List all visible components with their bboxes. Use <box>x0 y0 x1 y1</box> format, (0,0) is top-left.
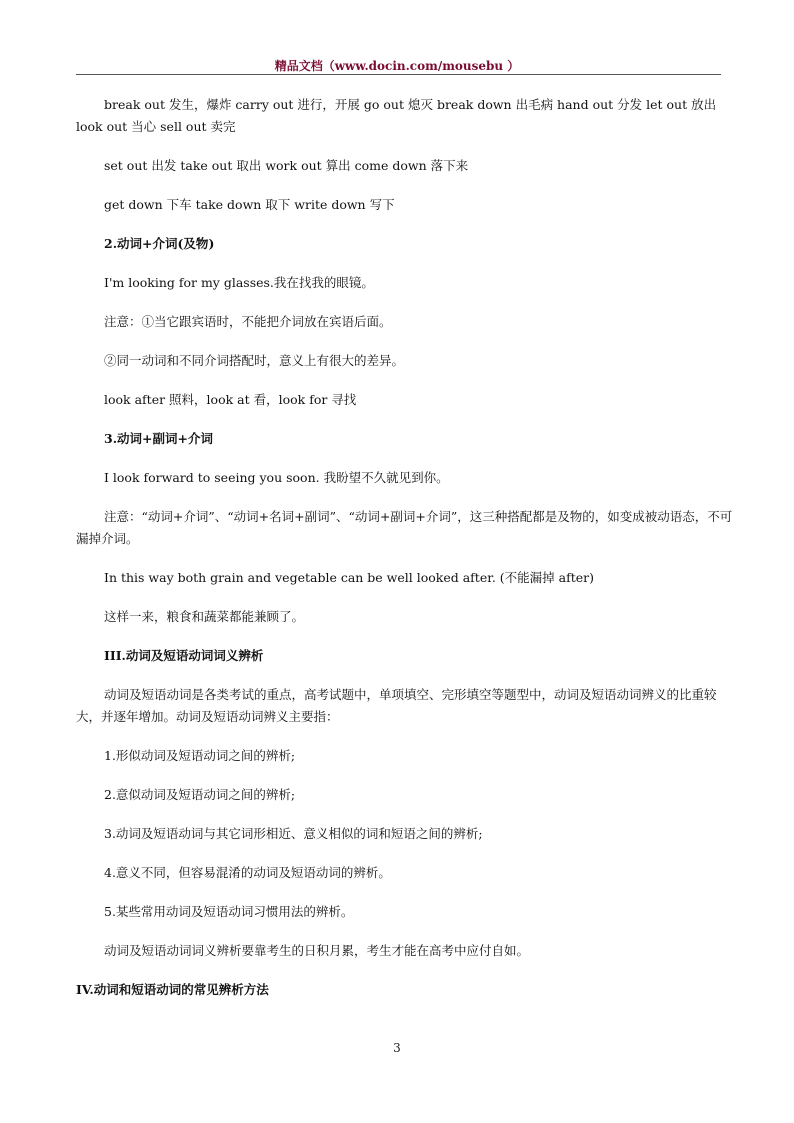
note-passive: 注意：“动词+介词”、“动词+名词+副词”、“动词+副词+介词”，这三种搭配都是及物的，如变成被动语态，不可漏掉介词。 <box>76 509 733 546</box>
list-item-3: 3.动词及短语动词与其它词形相近、意义相似的词和短语之间的辨析; <box>104 826 483 841</box>
paragraph-conclusion: 动词及短语动词词义辨析要靠考生的日积月累，考生才能在高考中应付自如。 <box>104 943 530 958</box>
heading-section-4: IV.动词和短语动词的常见辨析方法 <box>76 982 269 997</box>
document-body <box>76 94 736 1001</box>
list-item-1: 1.形似动词及短语动词之间的辨析; <box>104 748 296 763</box>
example-looked-after: In this way both grain and vegetable can be well looked after. (不能漏掉 after) <box>104 570 594 585</box>
paragraph-intro: 动词及短语动词是各类考试的重点，高考试题中，单项填空、完形填空等题型中，动词及短语动词辨义的比重较大，并逐年增加。动词及短语动词辨义主要指： <box>76 687 717 724</box>
paragraph-phrasal-out: break out 发生，爆炸 carry out 进行，开展 go out 熄灭 break down 出毛病 hand out 分发 let out 放出 look out 当心 sell out 卖完 <box>76 97 717 134</box>
list-item-5: 5.某些常用动词及短语动词习惯用法的辨析。 <box>104 904 354 919</box>
paragraph-phrasal-down: get down 下车 take down 取下 write down 写下 <box>104 197 395 212</box>
example-looking-for: I'm looking for my glasses.我在找我的眼镜。 <box>104 275 374 290</box>
heading-verb-adv-prep: 3.动词+副词+介词 <box>104 431 213 446</box>
example-look-phrases: look after 照料，look at 看，look for 寻找 <box>104 392 357 407</box>
heading-verb-prep: 2.动词+介词(及物) <box>104 236 215 251</box>
paragraph-phrasal-out-2: set out 出发 take out 取出 work out 算出 come down 落下来 <box>104 158 469 173</box>
list-item-4: 4.意义不同，但容易混淆的动词及短语动词的辨析。 <box>104 865 391 880</box>
header-rule <box>76 74 721 75</box>
note-1: 注意：①当它跟宾语时，不能把介词放在宾语后面。 <box>104 314 392 329</box>
note-2: ②同一动词和不同介词搭配时，意义上有很大的差异。 <box>104 353 405 368</box>
heading-section-3: III.动词及短语动词词义辨析 <box>104 648 264 663</box>
example-look-forward: I look forward to seeing you soon. 我盼望不久就见到你。 <box>104 470 449 485</box>
list-item-2: 2.意似动词及短语动词之间的辨析; <box>104 787 296 802</box>
page-number: 3 <box>393 1041 401 1055</box>
translation-looked-after: 这样一来，粮食和蔬菜都能兼顾了。 <box>104 609 305 624</box>
page-header: 精品文档（www.docin.com/mousebu ） <box>274 59 520 73</box>
